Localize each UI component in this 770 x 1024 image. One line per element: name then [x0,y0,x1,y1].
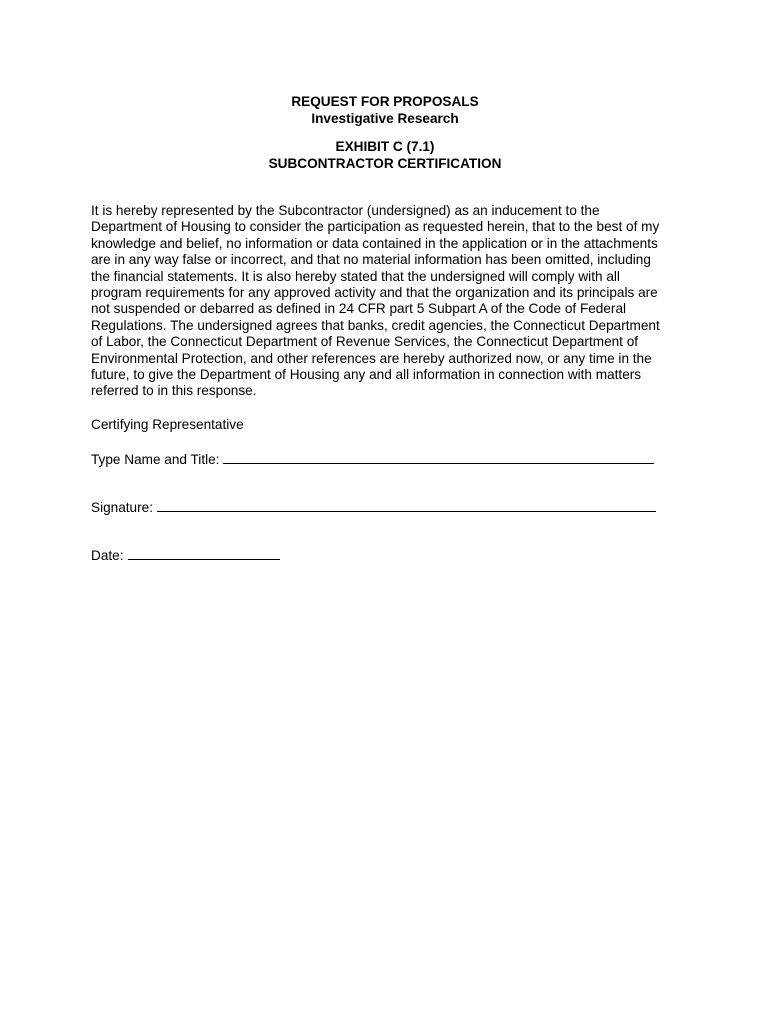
paragraph-line: Department of Housing to consider the participation as requested herein, that to the best of my [91,219,660,235]
header-block-2 [0,138,770,172]
paragraph-line: future, to give the Department of Housing any and all information in connection with matters [91,367,642,383]
paragraph-line: knowledge and belief, no information or data contained in the application or in the attachments [91,235,658,251]
signature-field[interactable] [157,498,656,512]
type-name-title-row [91,450,654,468]
type-name-title-label: Type Name and Title: [91,452,220,467]
paragraph-line: referred to in this response. [91,383,257,399]
certification-paragraph [91,203,691,400]
paragraph-line: program requirements for any approved activity and that the organization and its principals are [91,285,658,301]
date-label: Date: [91,548,124,563]
rfp-title: REQUEST FOR PROPOSALS [291,94,479,109]
paragraph-line: not suspended or debarred as defined in 24 CFR part 5 Subpart A of the Code of Federal [91,301,627,317]
certification-title: SUBCONTRACTOR CERTIFICATION [268,156,502,171]
date-row [91,546,280,564]
signature-row [91,498,656,516]
signature-label: Signature: [91,500,153,515]
header-block-1 [0,93,770,127]
paragraph-line: Regulations. The undersigned agrees that banks, credit agencies, the Connecticut Department [91,317,660,333]
paragraph-line: It is hereby represented by the Subcontractor (undersigned) as an inducement to the [91,203,600,218]
date-field[interactable] [128,546,280,560]
paragraph-line: are in any way false or incorrect, and that no material information has been omitted, including [91,252,651,268]
paragraph-line: of Labor, the Connecticut Department of Revenue Services, the Connecticut Department of [91,334,639,350]
exhibit-title: EXHIBIT C (7.1) [335,139,435,154]
rfp-subtitle: Investigative Research [311,111,459,126]
certifying-representative-label: Certifying Representative [91,417,244,432]
type-name-title-field[interactable] [223,450,654,464]
paragraph-line: Environmental Protection, and other references are hereby authorized now, or any time in the [91,350,652,366]
paragraph-line: the financial statements. It is also hereby stated that the undersigned will comply with all [91,268,620,284]
